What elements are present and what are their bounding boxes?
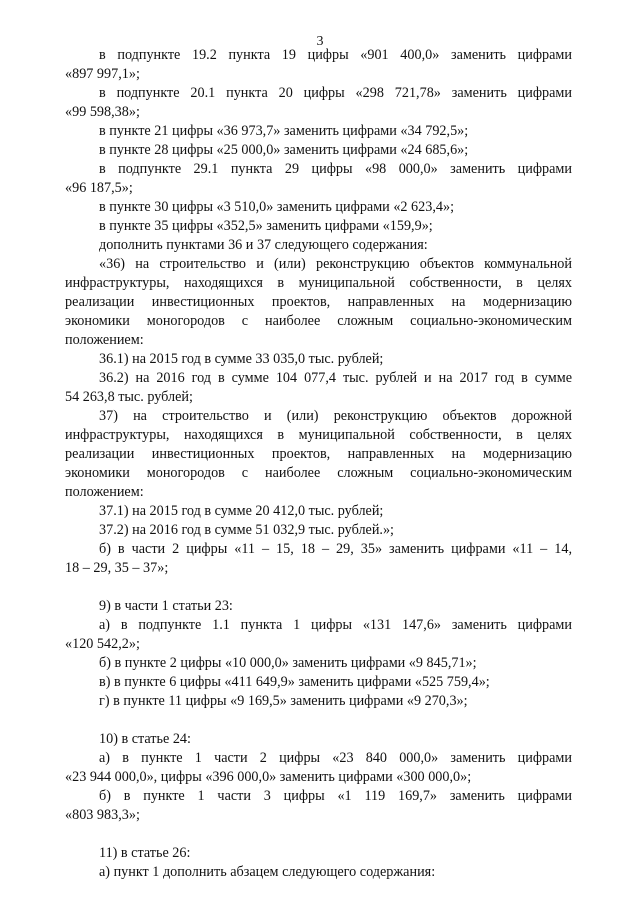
paragraph-line: а) пункт 1 дополнить абзацем следующего содержания:	[99, 864, 436, 880]
page-number: 3	[316, 34, 324, 49]
paragraph-line: в подпункте 20.1 пункта 20 цифры «298 721,78» заменить цифрами	[99, 85, 572, 101]
paragraph-line: 9) в части 1 статьи 23:	[99, 598, 233, 614]
paragraph-line: 18 – 29, 35 – 37»;	[65, 560, 169, 576]
paragraph-line: положением:	[65, 332, 144, 348]
paragraph-line: а) в подпункте 1.1 пункта 1 цифры «131 147,6» заменить цифрами	[99, 617, 572, 633]
paragraph-line: 36.2) на 2016 год в сумме 104 077,4 тыс. рублей и на 2017 год в сумме	[99, 370, 572, 386]
paragraph-line: дополнить пунктами 36 и 37 следующего содержания:	[99, 237, 428, 253]
paragraph-line: 37) на строительство и (или) реконструкцию объектов дорожной	[99, 408, 572, 424]
paragraph-line: экономики моногородов с наиболее сложным социально-экономическим	[65, 313, 572, 329]
paragraph-line: б) в пункте 2 цифры «10 000,0» заменить цифрами «9 845,71»;	[99, 655, 477, 671]
paragraph-line: в пункте 30 цифры «3 510,0» заменить цифрами «2 623,4»;	[99, 199, 455, 215]
paragraph-line: инфраструктуры, находящихся в муниципальной собственности, в целях	[65, 427, 572, 443]
paragraph-line: «897 997,1»;	[65, 66, 140, 82]
paragraph-line: «96 187,5»;	[65, 180, 133, 196]
paragraph-line: 37.1) на 2015 год в сумме 20 412,0 тыс. рублей;	[99, 503, 384, 519]
paragraph-line: инфраструктуры, находящихся в муниципальной собственности, в целях	[65, 275, 572, 291]
paragraph-line: реализации инвестиционных проектов, направленных на модернизацию	[65, 294, 572, 310]
paragraph-line: в пункте 21 цифры «36 973,7» заменить цифрами «34 792,5»;	[99, 123, 469, 139]
paragraph-line: в подпункте 19.2 пункта 19 цифры «901 400,0» заменить цифрами	[99, 47, 572, 63]
paragraph-line: б) в пункте 1 части 3 цифры «1 119 169,7» заменить цифрами	[99, 788, 572, 804]
paragraph-line: в пункте 28 цифры «25 000,0» заменить цифрами «24 685,6»;	[99, 142, 469, 158]
paragraph-line: в подпункте 29.1 пункта 29 цифры «98 000,0» заменить цифрами	[99, 161, 572, 177]
paragraph-line: 11) в статье 26:	[99, 845, 191, 861]
paragraph-line: 36.1) на 2015 год в сумме 33 035,0 тыс. рублей;	[99, 351, 384, 367]
paragraph-line: б) в части 2 цифры «11 – 15, 18 – 29, 35» заменить цифрами «11 – 14,	[99, 541, 572, 557]
paragraph-line: в пункте 35 цифры «352,5» заменить цифрами «159,9»;	[99, 218, 433, 234]
paragraph-line: г) в пункте 11 цифры «9 169,5» заменить цифрами «9 270,3»;	[99, 693, 468, 709]
paragraph-line: а) в пункте 1 части 2 цифры «23 840 000,0» заменить цифрами	[99, 750, 572, 766]
paragraph-line: 10) в статье 24:	[99, 731, 191, 747]
paragraph-line: положением:	[65, 484, 144, 500]
paragraph-line: «120 542,2»;	[65, 636, 140, 652]
paragraph-line: 37.2) на 2016 год в сумме 51 032,9 тыс. рублей.»;	[99, 522, 394, 538]
paragraph-line: реализации инвестиционных проектов, направленных на модернизацию	[65, 446, 572, 462]
paragraph-line: экономики моногородов с наиболее сложным социально-экономическим	[65, 465, 572, 481]
paragraph-line: 54 263,8 тыс. рублей;	[65, 389, 193, 405]
paragraph-line: «99 598,38»;	[65, 104, 140, 120]
paragraph-line: «36) на строительство и (или) реконструкцию объектов коммунальной	[99, 256, 572, 272]
paragraph-line: «23 944 000,0», цифры «396 000,0» заменить цифрами «300 000,0»;	[65, 769, 472, 785]
paragraph-line: в) в пункте 6 цифры «411 649,9» заменить цифрами «525 759,4»;	[99, 674, 490, 690]
paragraph-line: «803 983,3»;	[65, 807, 140, 823]
